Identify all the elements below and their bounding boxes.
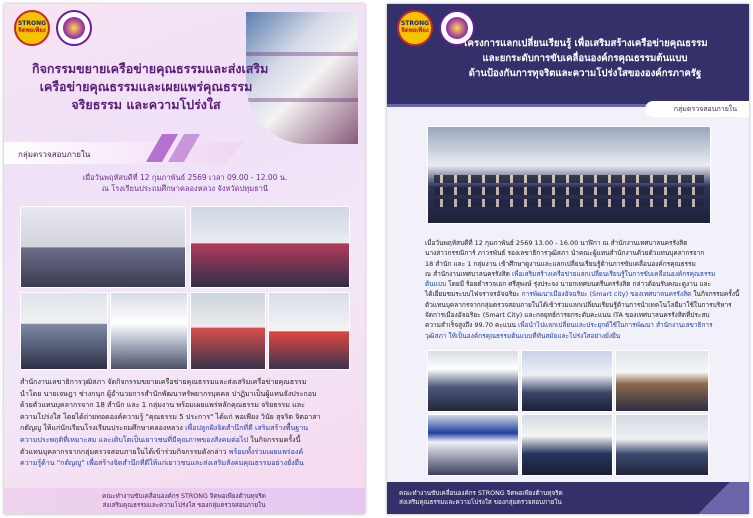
footer-text: คณะทำงานขับเคลื่อนองค์กร STRONG จิตพอเพียงต้านทุจริต ส่งเสริมคุณธรรมและความโปร่งใส ของกลุ่มตรวจสอบภายใน [102, 493, 266, 509]
activity-photo [521, 414, 613, 476]
body-text: เมื่อวันพฤหัสบดีที่ 12 กุมภาพันธ์ 2569 13.00 - 16.00 นาฬิกา ณ สำนักงานเทศบาลนครรังสิต นางสาวกรรณิการ์ ภาวรพันธ์ รองเลขาธิการวุฒิสภา นำคณะผู้แทนสำนักงานด้วยตัวแทนบุคลากรจาก 18 สำนัก และ 1 กลุ่มงาน เข้าศึกษาดูงานและแลกเปลี่ยนเรียนรู้ด้านการขับเคลื่อนองค์กรคุณธรรม ณ สำนักงานเทศบาลนครรังสิต เพื่อเสริมสร้างเครือข่ายแลกเปลี่ยนเรียนรู้ในการขับเคลื่อนองค์กรคุณธรรม ต้นแบบ โดยมี ร้อยตำรวจเอก ศรีสุพงษ์ รุ่งประจง นายกเทศมนตรีนครรังสิต กล่าวต้อนรับคณะดูงาน และ ได้เยี่ยมชมระบบไฟจราจรอัจฉริยะ การพัฒนาเมืองอัจฉริยะ (Smart city) ของเทศบาลนครรังสิต ในกิจกรรมครั้งนี้ ตัวแทนบุคลากรจากกลุ่มตรวจสอบภายในได้เข้าร่วมแลกเปลี่ยนเรียนรู้ด้านการนำเทคโนโลยีมาใช้ในการบริหาร จัดการเมืองอัจฉริยะ (Smart City) และกลยุทธ์การยกระดับคะแนน ITA ของเทศบาลนครรังสิตที่ประสบ ความสำเร็จสูงถึง 99.70 คะแนน เพื่อนำไปแลกเปลี่ยนและประยุกต์ใช้ในการพัฒนา สำนักงานเลขาธิการ วุฒิสภา ให้เป็นองค์กรคุณธรรมต้นแบบที่ทันสมัยและโปร่งใสอย่างยั่งยืน [425, 239, 740, 340]
activity-photo [110, 292, 188, 370]
activity-photo-header [246, 12, 358, 144]
footer-text: คณะทำงานขับเคลื่อนองค์กร STRONG จิตพอเพียงต้านทุจริต ส่งเสริมคุณธรรมและความโปร่งใส ของกลุ่มตรวจสอบภายใน [399, 490, 563, 506]
senate-seal-logo [56, 10, 92, 46]
activity-photo [615, 350, 709, 412]
department-label: กลุ่มตรวจสอบภายใน [673, 105, 737, 113]
activity-photo [20, 292, 108, 370]
page-title: กิจกรรมขยายเครือข่ายคุณธรรมและส่งเสริม เครือข่ายคุณธรรมและเผยแพร่คุณธรรม จริยธรรม และความโปร่งใส [32, 61, 269, 112]
activity-photo [521, 350, 613, 412]
activity-photo [268, 292, 350, 370]
strong-logo: STRONG จิตพอเพียง [397, 10, 433, 46]
activity-photo [427, 414, 519, 476]
department-label: กลุ่มตรวจสอบภายใน [18, 150, 91, 159]
event-date: เมื่อวันพฤหัสบดีที่ 12 กุมภาพันธ์ 2569 เวลา 09.00 - 12.00 น. ณ โรงเรียนประถมศึกษาคลองหลวง จังหวัดปทุมธานี [82, 173, 288, 193]
footer-accent [679, 482, 749, 514]
activity-photo [190, 206, 350, 288]
body-text: สำนักงานเลขาธิการวุฒิสภา จัดกิจกรรมขยายเครือข่ายคุณธรรมและส่งเสริมเครือข่ายคุณธรรม นำโดย นายเจษฎา ช่างกนุก ผู้อำนวยการสำนักพัฒนาทรัพยากรบุคคล ปาฏิมาเป็นผู้แทนจังประกอบ ด้วยตัวแทนบุคลากรจาก 18 สำนัก และ 1 กลุ่มงาน พร้อมเผยแพร่หลักคุณธรรม จริยธรรม และ ความโปร่งใส โดยได้ถ่ายทอดองค์ความรู้ "คุณธรรม 5 ประการ" ได้แก่ พอเพียง วินัย สุจริต จิตอาสา กตัญญู ให้แก่นักเรียนโรงเรียนประถมศึกษาคลองหลวง เพื่อปลูกฝังจิตสำนึกที่ดี เสริมสร้างพื้นฐาน ความประพฤติที่เหมาะสม และเติบโตเป็นเยาวชนที่มีคุณภาพของสังคมต่อไป ในกิจกรรมครั้งนี้ ตัวแทนบุคลากรจากกลุ่มตรวจสอบภายในได้เข้าร่วมกิจกรรมดังกล่าว พร้อมทั้งร่วมเผยแพร่องค์ ความรู้ด้าน "กตัญญู" เพื่อสร้างจิตสำนึกที่ดีให้แก่เยาวชนและส่งเสริมสังคมคุณธรรมอย่างยั่งยืน [20, 377, 321, 468]
poster-left [4, 4, 365, 514]
activity-photo [615, 414, 709, 476]
page-title: โครงการแลกเปลี่ยนเรียนรู้ เพื่อเสริมสร้างเครือข่ายคุณธรรม และยกระดับการขับเคลื่อนองค์กรคุณธรรมต้นแบบ ด้านป้องกันการทุจริตและความโปร่งใสขององค์กรภาครัฐ [462, 38, 708, 79]
strong-logo: STRONG จิตพอเพียง [14, 10, 50, 46]
poster-right [387, 4, 749, 514]
activity-photo [427, 350, 519, 412]
activity-photo [190, 292, 266, 370]
group-photo [427, 126, 711, 224]
activity-photo [20, 206, 186, 288]
